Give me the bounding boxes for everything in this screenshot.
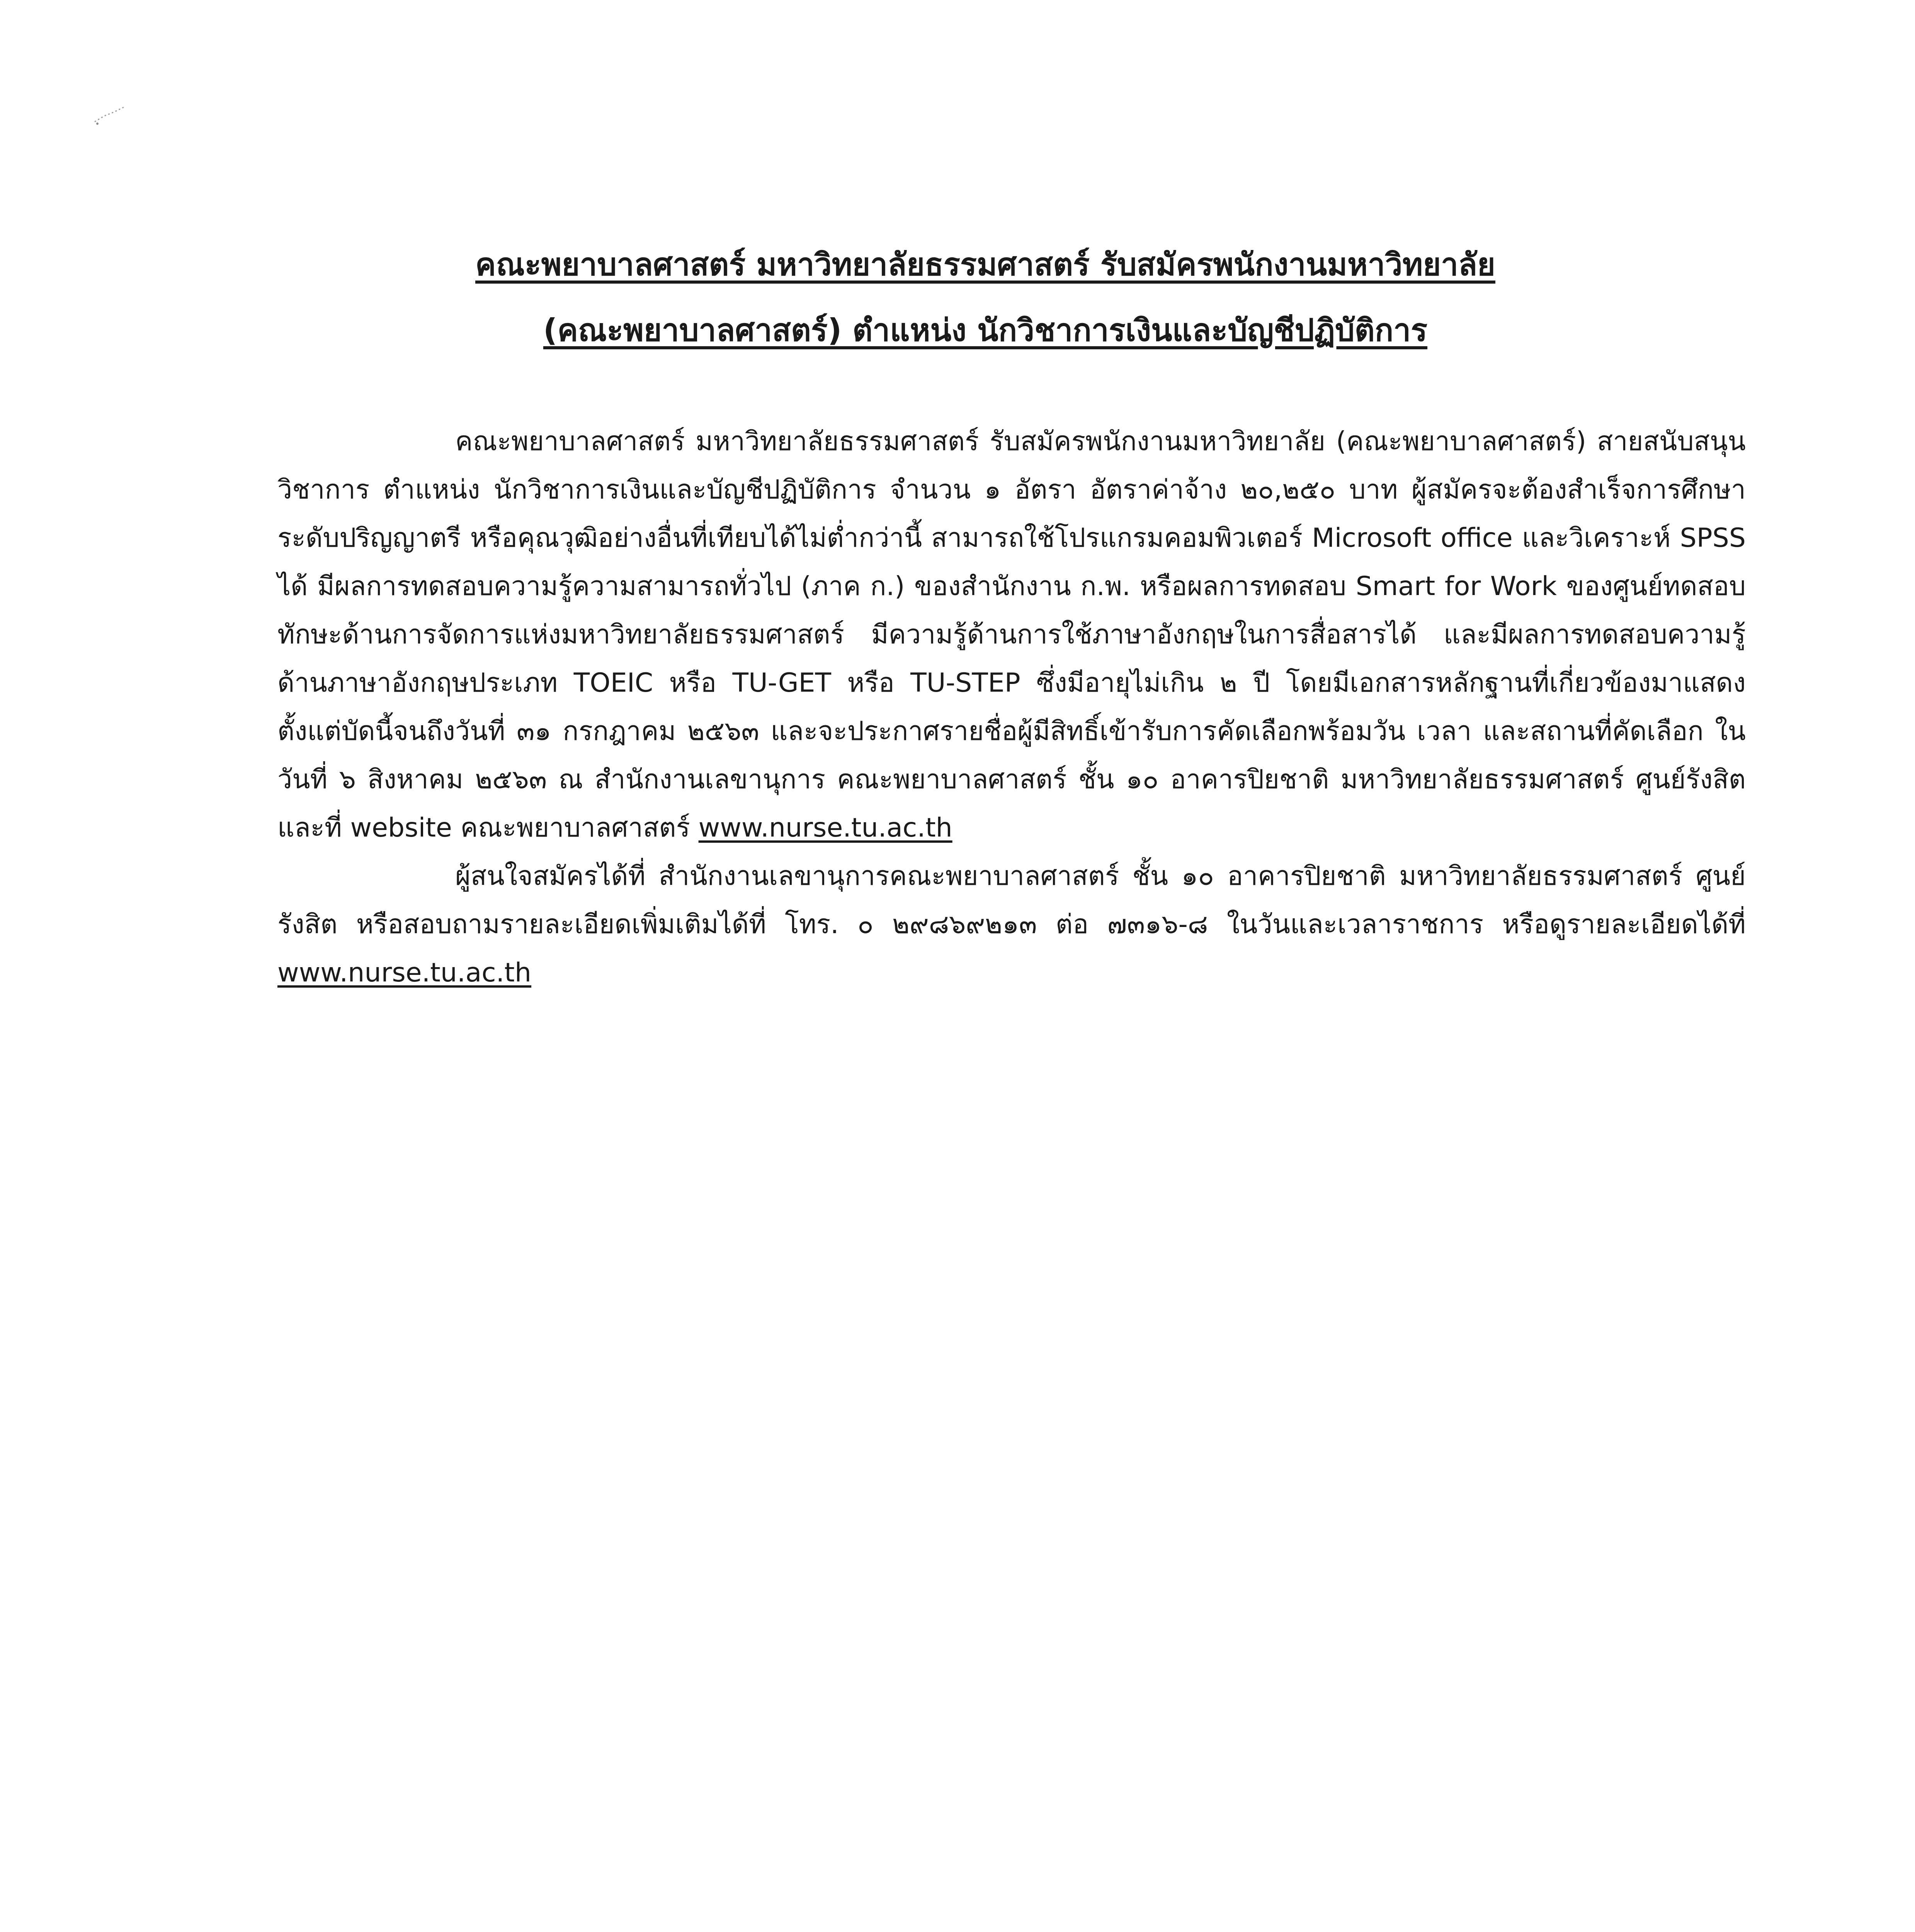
announcement-title <box>406 232 1565 363</box>
title-line-2: (คณะพยาบาลศาสตร์) ตำแหน่ง นักวิชาการเงินและบัญชีปฏิบัติการ <box>543 312 1428 348</box>
scan-speck-mark <box>93 104 128 128</box>
announcement-body <box>277 417 1746 997</box>
faculty-website-link[interactable]: www.nurse.tu.ac.th <box>698 813 952 843</box>
paragraph-application-info-text: ผู้สนใจสมัครได้ที่ สำนักงานเลขานุการคณะพยาบาลศาสตร์ ชั้น ๑๐ อาคารปิยชาติ มหาวิทยาลัยธรรมศาสตร์ ศูนย์รังสิต หรือสอบถามรายละเอียดเพิ่มเติมได้ที่ โทร. ๐ ๒๙๘๖๙๒๑๓ ต่อ ๗๓๑๖-๘ ในวันและเวลาราชการ หรือดูรายละเอียดได้ที่ <box>277 861 1746 940</box>
paragraph-application-info <box>277 852 1746 997</box>
title-line-1: คณะพยาบาลศาสตร์ มหาวิทยาลัยธรรมศาสตร์ รับสมัครพนักงานมหาวิทยาลัย <box>475 247 1495 282</box>
details-website-link[interactable]: www.nurse.tu.ac.th <box>277 957 532 988</box>
paragraph-job-details <box>277 417 1746 852</box>
paragraph-job-details-text: คณะพยาบาลศาสตร์ มหาวิทยาลัยธรรมศาสตร์ รับสมัครพนักงานมหาวิทยาลัย (คณะพยาบาลศาสตร์) สายสนับสนุนวิชาการ ตำแหน่ง นักวิชาการเงินและบัญชีปฏิบัติการ จำนวน ๑ อัตรา อัตราค่าจ้าง ๒๐,๒๕๐ บาท ผู้สมัครจะต้องสำเร็จการศึกษาระดับปริญญาตรี หรือคุณวุฒิอย่างอื่นที่เทียบได้ไม่ต่ำกว่านี้ สามารถใช้โปรแกรมคอมพิวเตอร์ Microsoft office และวิเคราะห์ SPSS ได้ มีผลการทดสอบความรู้ความสามารถทั่วไป (ภาค ก.) ของสำนักงาน ก.พ. หรือผลการทดสอบ Smart for Work ของศูนย์ทดสอบทักษะด้านการจัดการแห่งมหาวิทยาลัยธรรมศาสตร์ มีความรู้ด้านการใช้ภาษาอังกฤษในการสื่อสารได้ และมีผลการทดสอบความรู้ด้านภาษาอังกฤษประเภท TOEIC หรือ TU-GET หรือ TU-STEP ซึ่งมีอายุไม่เกิน ๒ ปี โดยมีเอกสารหลักฐานที่เกี่ยวข้องมาแสดง ตั้งแต่บัดนี้จนถึงวันที่ ๓๑ กรกฎาคม ๒๕๖๓ และจะประกาศรายชื่อผู้มีสิทธิ์เข้ารับการคัดเลือกพร้อมวัน เวลา และสถานที่คัดเลือก ในวันที่ ๖ สิงหาคม ๒๕๖๓ ณ สำนักงานเลขานุการ คณะพยาบาลศาสตร์ ชั้น ๑๐ อาคารปิยชาติ มหาวิทยาลัยธรรมศาสตร์ ศูนย์รังสิต และที่ website คณะพยาบาลศาสตร์ <box>277 426 1746 843</box>
